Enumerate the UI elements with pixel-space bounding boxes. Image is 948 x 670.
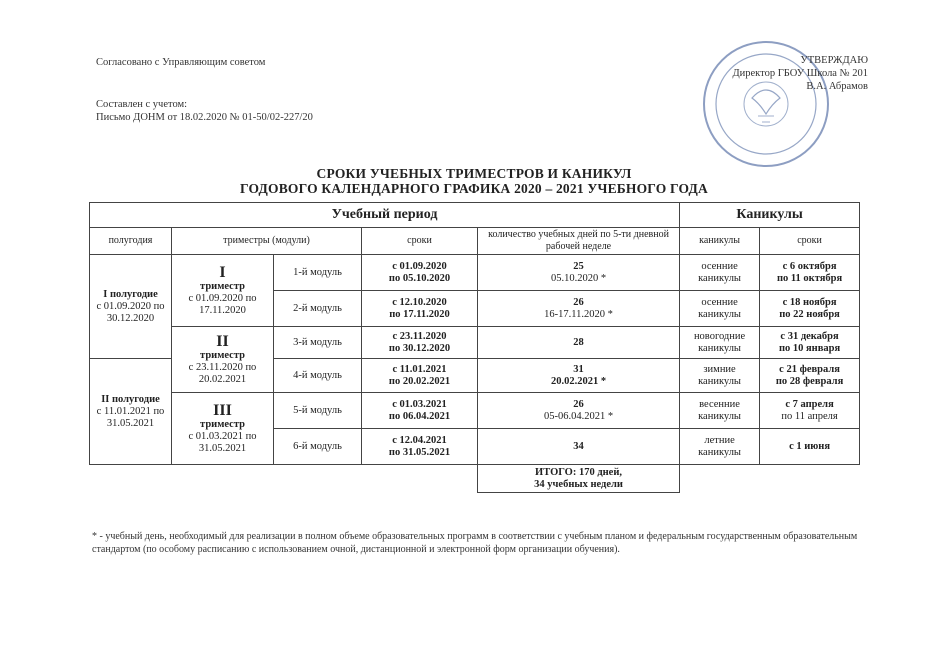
vacation-to: по 10 января	[778, 342, 841, 354]
days-count: 28	[573, 336, 584, 348]
trimester-numeral: II	[216, 332, 229, 350]
vacation-dates-cell	[760, 359, 860, 393]
vacation-cell	[680, 393, 760, 429]
approve-director: Директор ГБОУ Школа № 201	[732, 68, 868, 79]
col-trimesters: триместры (модули)	[172, 228, 362, 255]
days-count: 34	[573, 440, 584, 452]
trimester-numeral: III	[213, 401, 232, 419]
trimester-cell	[172, 393, 274, 465]
compiled-line: Составлен с учетом:	[96, 99, 188, 110]
table-row	[90, 393, 860, 429]
letter-line: Письмо ДОНМ от 18.02.2020 № 01-50/02-227/20	[96, 112, 313, 123]
vacation-cell	[680, 255, 760, 291]
vacation-to: по 11 апреля	[781, 410, 838, 422]
total-cell	[478, 465, 680, 493]
title-line-2: ГОДОВОГО КАЛЕНДАРНОГО ГРАФИКА 2020 – 2021 УЧЕБНОГО ГОДА	[240, 181, 708, 196]
date-to: по 17.11.2020	[389, 308, 450, 320]
trimester-cell	[172, 327, 274, 393]
module-cell: 1-й модуль	[274, 255, 362, 291]
module-cell: 5-й модуль	[274, 393, 362, 429]
module-cell: 3-й модуль	[274, 327, 362, 359]
trimester-numeral: I	[219, 263, 226, 281]
module-cell: 6-й модуль	[274, 429, 362, 465]
vacation-word: каникулы	[698, 272, 741, 284]
days-note: 05.10.2020 *	[550, 272, 607, 284]
vacation-dates-cell	[760, 255, 860, 291]
total-spacer-right	[680, 465, 860, 493]
trimester-word: триместр	[200, 280, 245, 292]
col-days: количество учебных дней по 5-ти дневной рабочей неделе	[478, 228, 680, 255]
vacation-word: каникулы	[698, 410, 741, 422]
half-year-cell	[90, 359, 172, 465]
title-line-1: СРОКИ УЧЕБНЫХ ТРИМЕСТРОВ И КАНИКУЛ	[316, 166, 632, 181]
vacation-dates-cell	[760, 429, 860, 465]
vacation-cell	[680, 291, 760, 327]
vacation-cell	[680, 429, 760, 465]
vacation-from: с 7 апреля	[785, 398, 834, 410]
days-count: 26	[573, 296, 584, 308]
vacation-dates-cell	[760, 291, 860, 327]
module-cell: 4-й модуль	[274, 359, 362, 393]
vacation-dates-cell	[760, 393, 860, 429]
approve-title: УТВЕРЖДАЮ	[800, 55, 868, 66]
group-vacations: Каникулы	[680, 203, 860, 228]
days-note: 05-06.04.2021 *	[543, 410, 614, 422]
date-to: по 20.02.2021	[388, 375, 451, 387]
total-spacer	[90, 465, 478, 493]
vacation-cell	[680, 327, 760, 359]
date-from: с 01.09.2020	[392, 260, 447, 272]
col-vacation: каникулы	[680, 228, 760, 255]
half-year-cell	[90, 255, 172, 359]
vacation-name: зимние	[703, 363, 736, 375]
days-cell	[478, 429, 680, 465]
vacation-from: с 6 октября	[782, 260, 837, 272]
date-from: с 01.03.2021	[392, 398, 447, 410]
vacation-word: каникулы	[698, 375, 741, 387]
date-from: с 12.04.2021	[392, 434, 447, 446]
date-to: по 31.05.2021	[388, 446, 451, 458]
trimester-range: с 01.09.2020 по 17.11.2020	[188, 292, 257, 316]
document-title	[0, 166, 948, 196]
trimester-cell	[172, 255, 274, 327]
date-from: с 23.11.2020	[392, 330, 447, 342]
half-title: II полугодие	[101, 393, 160, 405]
group-study-period: Учебный период	[90, 203, 680, 228]
dates-cell	[362, 429, 478, 465]
vacation-word: каникулы	[698, 342, 741, 354]
date-to: по 06.04.2021	[388, 410, 451, 422]
vacation-cell	[680, 359, 760, 393]
half-range: с 11.01.2021 по 31.05.2021	[96, 405, 165, 429]
dates-cell	[362, 393, 478, 429]
total-weeks: 34 учебных недели	[534, 478, 623, 490]
dates-cell	[362, 327, 478, 359]
vacation-name: осенние	[701, 260, 738, 272]
dates-cell	[362, 291, 478, 327]
trimester-range: с 01.03.2021 по 31.05.2021	[188, 430, 257, 454]
trimester-word: триместр	[200, 418, 245, 430]
dates-cell	[362, 255, 478, 291]
days-count: 26	[573, 398, 584, 410]
days-note: 16-17.11.2020 *	[544, 308, 613, 320]
total-row	[90, 465, 860, 493]
approve-name: В.А. Абрамов	[806, 81, 868, 92]
half-title: I полугодие	[103, 288, 158, 300]
days-cell	[478, 291, 680, 327]
vacation-to: по 11 октября	[776, 272, 843, 284]
days-note: 20.02.2021 *	[550, 375, 607, 387]
date-to: по 05.10.2020	[388, 272, 451, 284]
days-cell	[478, 255, 680, 291]
footnote: * - учебный день, необходимый для реализации в полном объеме образовательных программ в соответствии с учебным планом и федеральным государственным образовательным стандартом (по особому расписанию с использованием очной, дистанционной и электронной форм организации обучения).	[92, 531, 858, 555]
vacation-name: новогодние	[693, 330, 746, 342]
vacation-from: с 31 декабря	[780, 330, 839, 342]
vacation-name: весенние	[699, 398, 740, 410]
total-days: ИТОГО: 170 дней,	[535, 466, 623, 478]
days-count: 25	[573, 260, 584, 272]
col-half-year: полугодия	[90, 228, 172, 255]
days-cell	[478, 359, 680, 393]
vacation-name: летние	[704, 434, 735, 446]
trimester-word: триместр	[200, 349, 245, 361]
date-from: с 12.10.2020	[392, 296, 447, 308]
date-to: по 30.12.2020	[388, 342, 451, 354]
vacation-word: каникулы	[698, 308, 741, 320]
vacation-word: каникулы	[698, 446, 741, 458]
agreed-line: Согласовано с Управляющим советом	[96, 57, 266, 68]
days-count: 31	[573, 363, 584, 375]
module-cell: 2-й модуль	[274, 291, 362, 327]
vacation-name: осенние	[701, 296, 738, 308]
vacation-from: с 21 февраля	[779, 363, 840, 375]
col-dates: сроки	[362, 228, 478, 255]
dates-cell	[362, 359, 478, 393]
vacation-to: по 22 ноября	[779, 308, 840, 320]
days-cell	[478, 327, 680, 359]
table-row	[90, 255, 860, 291]
schedule-table	[89, 202, 860, 493]
half-range: с 01.09.2020 по 30.12.2020	[96, 300, 165, 324]
approval-block	[732, 54, 868, 93]
vacation-from: с 18 ноября	[782, 296, 837, 308]
vacation-dates-cell	[760, 327, 860, 359]
trimester-range: с 23.11.2020 по 20.02.2021	[188, 361, 257, 385]
vacation-to: по 28 февраля	[775, 375, 844, 387]
vacation-from: с 1 июня	[789, 440, 831, 452]
col-vacation-dates: сроки	[760, 228, 860, 255]
table-row	[90, 327, 860, 359]
days-cell	[478, 393, 680, 429]
date-from: с 11.01.2021	[392, 363, 447, 375]
